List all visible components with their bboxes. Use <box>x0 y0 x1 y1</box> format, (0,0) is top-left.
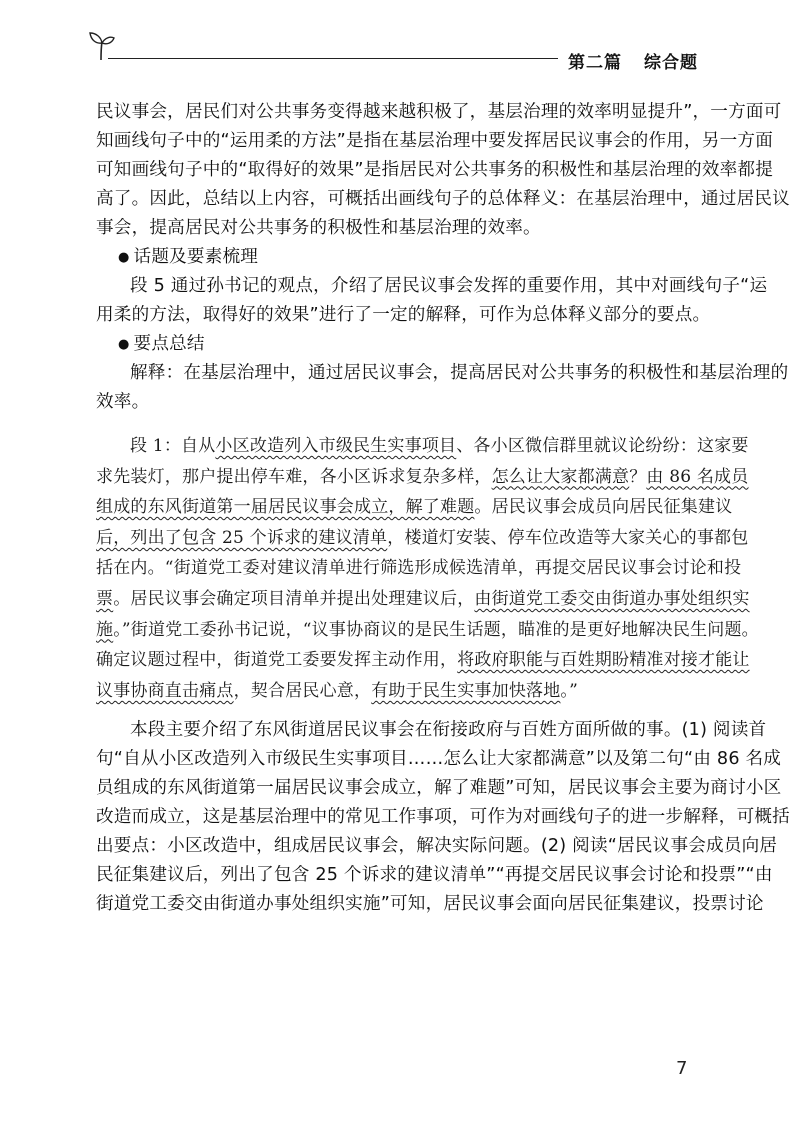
quote-text: 。” <box>560 680 579 701</box>
quote-line <box>96 615 759 646</box>
text-line: 街道党工委交由街道办事处组织实施”可知，居民议事会面向居民征集建议，投票讨论 <box>96 894 764 915</box>
underlined-phrase: 怎么让大家都满意 <box>491 466 630 487</box>
quote-text: 、各小区微信群里就议论纷纷：这家要 <box>456 436 749 456</box>
underlined-phrase: 后，列出了包含 25 个诉求的建议清单 <box>96 527 388 548</box>
header-part: 第二篇 <box>568 53 622 73</box>
underlined-phrase: 由 86 名成员 <box>646 466 749 487</box>
underlined-phrase: 由街道党工委交由街道办事处组织实 <box>474 588 750 609</box>
underlined-phrase: 施 <box>96 619 114 640</box>
quote-line <box>96 431 749 462</box>
text-line: 改造而成立，这是基层治理中的常见工作事项，可作为对画线句子的进一步解释，可概括 <box>96 807 790 828</box>
text-line: 民征集建议后，列出了包含 25 个诉求的建议清单”“再提交居民议事会讨论和投票”“由 <box>96 865 773 886</box>
header-rule <box>108 58 558 59</box>
text-line: 用柔的方法，取得好的效果”进行了一定的解释，可作为总体释义部分的要点。 <box>96 305 711 325</box>
underlined-phrase: 票 <box>96 588 114 609</box>
underlined-phrase: 议事协商直击痛点 <box>96 680 234 701</box>
text-line: 可知画线句子中的“取得好的效果”是指居民对公共事务的积极性和基层治理的效率都提 <box>96 160 774 180</box>
text-line: 知画线句子中的“运用柔的方法”是指在基层治理中要发挥居民议事会的作用，另一方面 <box>96 131 774 151</box>
quote-text: 。居民议事会成员向居民征集建议 <box>474 497 733 518</box>
page-header <box>86 30 698 73</box>
topic-paragraph <box>96 272 768 330</box>
header-title <box>568 48 698 73</box>
topic-heading <box>96 243 700 272</box>
text-line: 民议事会，居民们对公共事务变得越来越积极了，基层治理的效率明显提升”，一方面可 <box>96 102 782 122</box>
summary-heading-text: 要点总结 <box>133 334 205 354</box>
quote-text: ？ <box>629 466 647 487</box>
text-line: 出要点：小区改造中，组成居民议事会，解决实际问题。(2) 阅读“居民议事会成员向居 <box>96 836 778 857</box>
summary-heading <box>96 330 700 359</box>
quote-line <box>96 523 749 554</box>
text-line: 解释：在基层治理中，通过居民议事会，提高居民对公共事务的积极性和基层治理的 <box>130 363 789 383</box>
quote-line <box>96 584 750 615</box>
page-number: 7 <box>676 1058 688 1079</box>
summary-paragraph <box>96 359 789 417</box>
analysis-paragraph <box>96 716 790 919</box>
topic-heading-text: 话题及要素梳理 <box>133 247 259 267</box>
underlined-phrase: 有助于民生实事加快落地 <box>371 680 561 701</box>
underlined-phrase: 将政府职能与百姓期盼精准对接才能让 <box>457 650 750 671</box>
bullet-icon: ● <box>118 250 130 265</box>
quote-line <box>96 462 749 493</box>
quote-line: 括在内。“街道党工委对建议清单进行筛选形成候选清单，再提交居民议事会讨论和投 <box>96 558 742 579</box>
quote-line <box>96 645 750 676</box>
text-line: 员组成的东风街道第一届居民议事会成立，解了难题”可知，居民议事会主要为商讨小区 <box>96 778 782 799</box>
text-line: 本段主要介绍了东风街道居民议事会在衔接政府与百姓方面所做的事。(1) 阅读首 <box>130 720 767 741</box>
quote-text: 段 1：自从 <box>130 436 216 456</box>
quote-text: ，契合居民心意， <box>233 680 372 701</box>
quote-text: 。”街道党工委孙书记说，“议事协商议的是民生话题，瞄准的是更好地解决民生问题。 <box>113 619 759 640</box>
text-line: 句“自从小区改造列入市级民生实事项目……怎么让大家都满意”以及第二句“由 86 名成 <box>96 749 782 770</box>
quote-text: ，楼道灯安装、停车位改造等大家关心的事都包 <box>387 527 749 548</box>
quote-line <box>96 492 733 523</box>
underlined-phrase: 小区改造列入市级民生实事项目 <box>215 436 457 456</box>
text-line: 效率。 <box>96 392 150 412</box>
text-line: 高了。因此，总结以上内容，可概括出画线句子的总体释义：在基层治理中，通过居民议 <box>96 189 790 209</box>
text-line: 事会，提高居民对公共事务的积极性和基层治理的效率。 <box>96 218 541 238</box>
underlined-phrase: 组成的东风街道第一届居民议事会成立，解了难题 <box>96 497 475 518</box>
quoted-passage <box>96 431 759 706</box>
quote-text: 确定议题过程中，街道党工委要发挥主动作用， <box>96 650 458 671</box>
intro-paragraph <box>96 98 790 243</box>
quote-text: 求先装灯，那户提出停车难，各小区诉求复杂多样， <box>96 466 492 487</box>
quote-text: 。居民议事会确定项目清单并提出处理建议后， <box>113 588 475 609</box>
header-section: 综合题 <box>644 53 698 73</box>
text-line: 段 5 通过孙书记的观点，介绍了居民议事会发挥的重要作用，其中对画线句子“运 <box>130 276 768 296</box>
page-body <box>96 98 790 919</box>
quote-line <box>96 676 700 707</box>
bullet-icon: ● <box>118 337 130 352</box>
